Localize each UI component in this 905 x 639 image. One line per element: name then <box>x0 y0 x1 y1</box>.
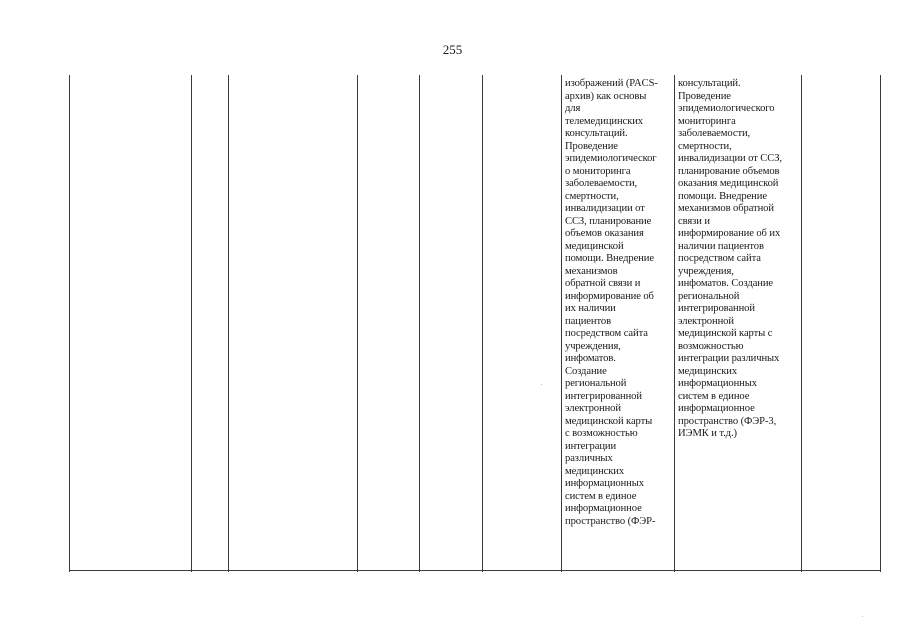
table-border-bottom <box>69 570 881 571</box>
page-number: 255 <box>442 42 463 57</box>
table-cell-col8: консультаций. Проведение эпидемиологического мониторинга заболеваемости, смертности, инвалидизации от ССЗ, планирование объемов оказания медицинской помощи. Внедрение механизмов обратной связи и информирование об их наличии пациентов посредством сайта учреждения, инфоматов. Создание региональной интегрированной электронной медицинской карты с возможностью интеграции различных медицинских информационных систем в единое информационное пространство (ФЭР-3, ИЭМК и т.д.) <box>678 78 782 439</box>
column-divider-7 <box>674 75 675 572</box>
column-divider-5 <box>482 75 483 572</box>
column-divider-1 <box>191 75 192 572</box>
column-divider-6 <box>561 75 562 572</box>
column-divider-4 <box>419 75 420 572</box>
table-border-left <box>69 75 70 572</box>
scan-artifact <box>862 616 863 617</box>
data-table <box>69 75 881 572</box>
column-divider-2 <box>228 75 229 572</box>
table-border-right <box>880 75 881 572</box>
table-cell-col7: изображений (PACS- архив) как основы для телемедицинских консультаций. Проведение эпидемиологическог о мониторинга заболеваемости, смертности, инвалидизации от ССЗ, планирование объемов оказания медицинской помощи. Внедрение механизмов обратной связи и информирование об их наличии пациентов посредством сайта учреждения, инфоматов. Создание региональной интегрированной электронной медицинской карты с возможностью интеграции различных медицинских информационных систем в единое информационное пространство (ФЭР- <box>565 78 658 527</box>
column-divider-3 <box>357 75 358 572</box>
scan-artifact <box>541 384 542 385</box>
